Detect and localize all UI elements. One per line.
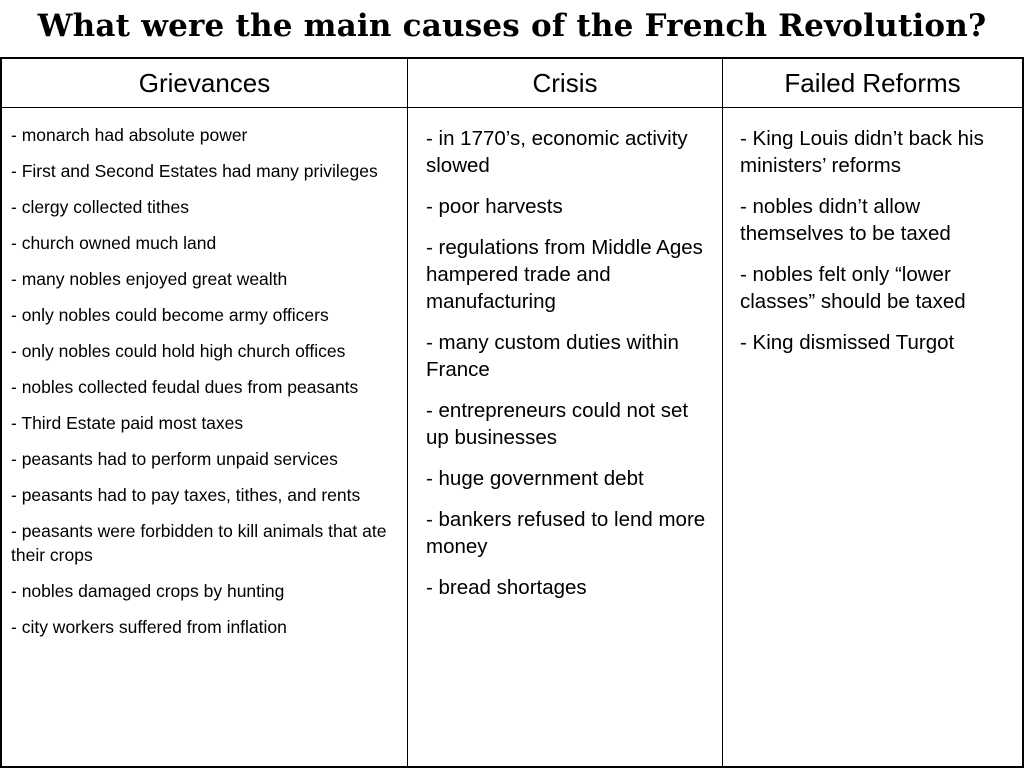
grievance-item: - many nobles enjoyed great wealth [11, 269, 288, 289]
causes-table [0, 57, 1024, 768]
grievance-item: - nobles damaged crops by hunting [11, 581, 285, 601]
header-crisis: Crisis [532, 68, 598, 98]
failed-reforms-list [740, 125, 1022, 370]
grievance-item: - clergy collected tithes [11, 197, 189, 217]
reform-item: - nobles didn’t allow themselves to be taxed [740, 195, 951, 245]
header-grievances: Grievances [138, 68, 271, 98]
grievances-list [11, 123, 403, 651]
grievance-item: - only nobles could become army officers [11, 305, 329, 325]
header-failed-reforms: Failed Reforms [784, 68, 961, 98]
grievance-item: - nobles collected feudal dues from peasants [11, 377, 359, 397]
header-divider [2, 107, 1022, 108]
grievance-item: - First and Second Estates had many privileges [11, 161, 378, 181]
crisis-item: - bread shortages [426, 576, 587, 599]
reform-item: - King Louis didn’t back his ministers’ reforms [740, 127, 984, 177]
reform-item: - nobles felt only “lower classes” should be taxed [740, 263, 966, 313]
column-divider [407, 59, 408, 766]
reform-item: - King dismissed Turgot [740, 331, 955, 354]
grievance-item: - Third Estate paid most taxes [11, 413, 244, 433]
grievance-item: - only nobles could hold high church offices [11, 341, 346, 361]
grievance-item: - city workers suffered from inflation [11, 617, 287, 637]
crisis-item: - many custom duties within France [426, 331, 679, 381]
crisis-item: - bankers refused to lend more money [426, 508, 706, 558]
grievance-item: - peasants had to perform unpaid services [11, 449, 338, 469]
crisis-item: - poor harvests [426, 195, 563, 218]
slide-title: What were the main causes of the French Revolution? [37, 8, 987, 44]
crisis-item: - huge government debt [426, 467, 644, 490]
crisis-list [426, 125, 716, 615]
crisis-item: - entrepreneurs could not set up businesses [426, 399, 689, 449]
grievance-item: - peasants were forbidden to kill animals that ate their crops [11, 521, 387, 565]
column-divider [722, 59, 723, 766]
crisis-item: - in 1770’s, economic activity slowed [426, 127, 688, 177]
grievance-item: - monarch had absolute power [11, 125, 248, 145]
grievance-item: - peasants had to pay taxes, tithes, and rents [11, 485, 361, 505]
crisis-item: - regulations from Middle Ages hampered trade and manufacturing [426, 236, 703, 313]
grievance-item: - church owned much land [11, 233, 217, 253]
